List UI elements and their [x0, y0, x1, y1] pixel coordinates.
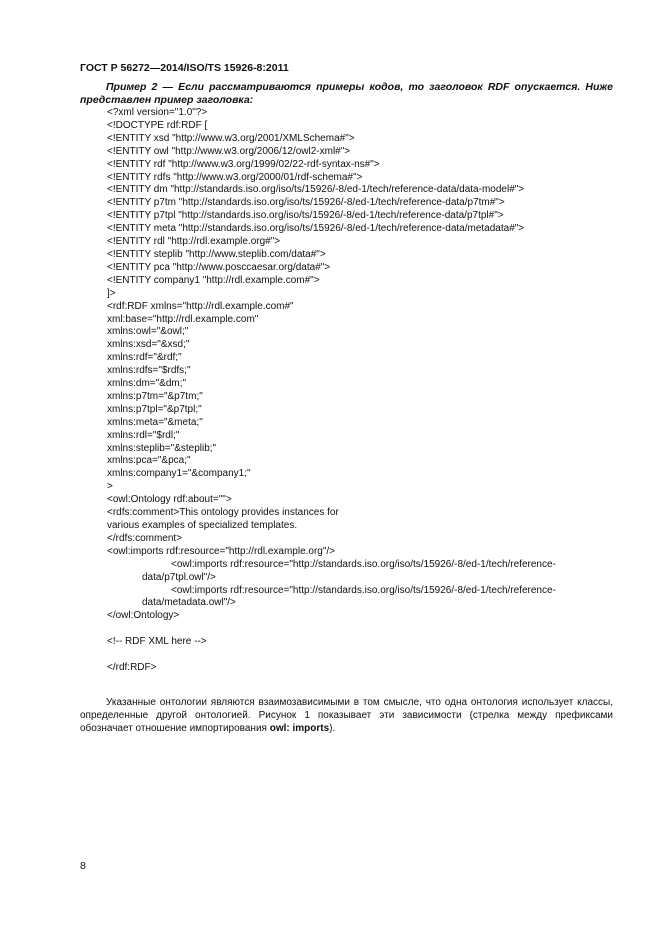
code-line: xmlns:meta="&meta;"	[107, 416, 203, 428]
paragraph-bold-term: owl: imports	[269, 723, 330, 734]
code-line	[107, 649, 617, 662]
page-number: 8	[80, 860, 86, 872]
code-line: <!ENTITY rdf "http://www.w3.org/1999/02/22-rdf-syntax-ns#">	[107, 158, 380, 170]
code-line: xmlns:company1="&company1;"	[107, 468, 251, 480]
code-line: </rdf:RDF>	[107, 661, 157, 673]
code-line: xmlns:rdfs="$rdfs;"	[107, 365, 191, 377]
code-line: xmlns:owl="&owl;"	[107, 326, 189, 338]
code-line: <!ENTITY p7tm "http://standards.iso.org/iso/ts/15926/-8/ed-1/tech/reference-data/p7tm#">	[107, 197, 505, 209]
code-line: <!ENTITY owl "http://www.w3.org/2006/12/owl2-xml#">	[107, 145, 351, 157]
code-line: xmlns:rdf="&rdf;"	[107, 352, 182, 364]
document-header: ГОСТ Р 56272—2014/ISO/TS 15926-8:2011	[80, 62, 289, 74]
code-line: xmlns:dm="&dm;"	[107, 378, 187, 390]
code-line: <!ENTITY xsd "http://www.w3.org/2001/XMLSchema#">	[107, 132, 355, 144]
code-line: various examples of specialized templates.	[107, 520, 298, 531]
body-paragraph	[80, 696, 613, 735]
paragraph-text: Указанные онтологии являются взаимозависимыми в том смысле, что одна онтология использует классы, определенные другой онтологией. Рисунок 1 показывает эти зависимости (стрелка между префиксами обозначает отношение импортирования	[80, 697, 613, 734]
code-line: <rdf:RDF xmlns="http://rdl.example.com#"	[107, 300, 294, 312]
code-line: <!ENTITY p7tpl "http://standards.iso.org/iso/ts/15926/-8/ed-1/tech/reference-data/p7tpl#">	[107, 210, 504, 222]
code-line: <!ENTITY meta "http://standards.iso.org/iso/ts/15926/-8/ed-1/tech/reference-data/metadata#">	[107, 223, 525, 235]
example-title: Пример 2 — Если рассматриваются примеры кодов, то заголовок RDF опускается. Ниже представлен пример заголовка:	[80, 81, 613, 106]
code-line	[107, 623, 617, 636]
code-line: ]>	[107, 287, 116, 299]
code-line: xmlns:pca="&pca;"	[107, 455, 191, 467]
code-line: <rdfs:comment>This ontology provides instances for	[107, 507, 339, 519]
code-line: <?xml version="1.0"?>	[107, 107, 208, 118]
code-line: <owl:imports rdf:resource="http://standards.iso.org/iso/ts/15926/-8/ed-1/tech/reference-	[171, 584, 556, 596]
code-line: </owl:Ontology>	[107, 610, 180, 622]
code-listing	[107, 107, 617, 675]
code-line: <owl:imports rdf:resource="http://standards.iso.org/iso/ts/15926/-8/ed-1/tech/reference-	[171, 558, 556, 570]
code-line: xmlns:rdl="$rdl;"	[107, 429, 180, 441]
code-line: <!ENTITY steplib "http://www.steplib.com/data#">	[107, 248, 326, 260]
code-line: >	[107, 481, 113, 493]
code-line: data/p7tpl.owl"/>	[142, 571, 216, 583]
paragraph-end: ).	[329, 723, 336, 734]
code-line: <!DOCTYPE rdf:RDF [	[107, 119, 208, 131]
code-line: <!ENTITY pca "http://www.posccaesar.org/data#">	[107, 261, 331, 273]
code-line: <!-- RDF XML here -->	[107, 636, 207, 648]
code-line: xml:base="http://rdl.example.com"	[107, 313, 259, 325]
code-line: <owl:imports rdf:resource="http://rdl.example.org"/>	[107, 545, 336, 557]
code-line: </rdfs:comment>	[107, 532, 183, 544]
code-line: <!ENTITY rdl "http://rdl.example.org#">	[107, 236, 281, 248]
code-line: xmlns:p7tm="&p7tm;"	[107, 390, 203, 402]
code-line: xmlns:steplib="&steplib;"	[107, 442, 217, 454]
code-line: <owl:Ontology rdf:about="">	[107, 494, 232, 506]
code-line: <!ENTITY company1 "http://rdl.example.com#">	[107, 274, 320, 286]
code-line: xmlns:xsd="&xsd;"	[107, 339, 190, 351]
code-line: <!ENTITY dm "http://standards.iso.org/iso/ts/15926/-8/ed-1/tech/reference-data/data-model#">	[107, 184, 525, 196]
code-line: data/metadata.owl"/>	[142, 597, 236, 609]
code-line: <!ENTITY rdfs "http://www.w3.org/2000/01/rdf-schema#">	[107, 171, 363, 183]
code-line: xmlns:p7tpl="&p7tpl;"	[107, 403, 202, 415]
